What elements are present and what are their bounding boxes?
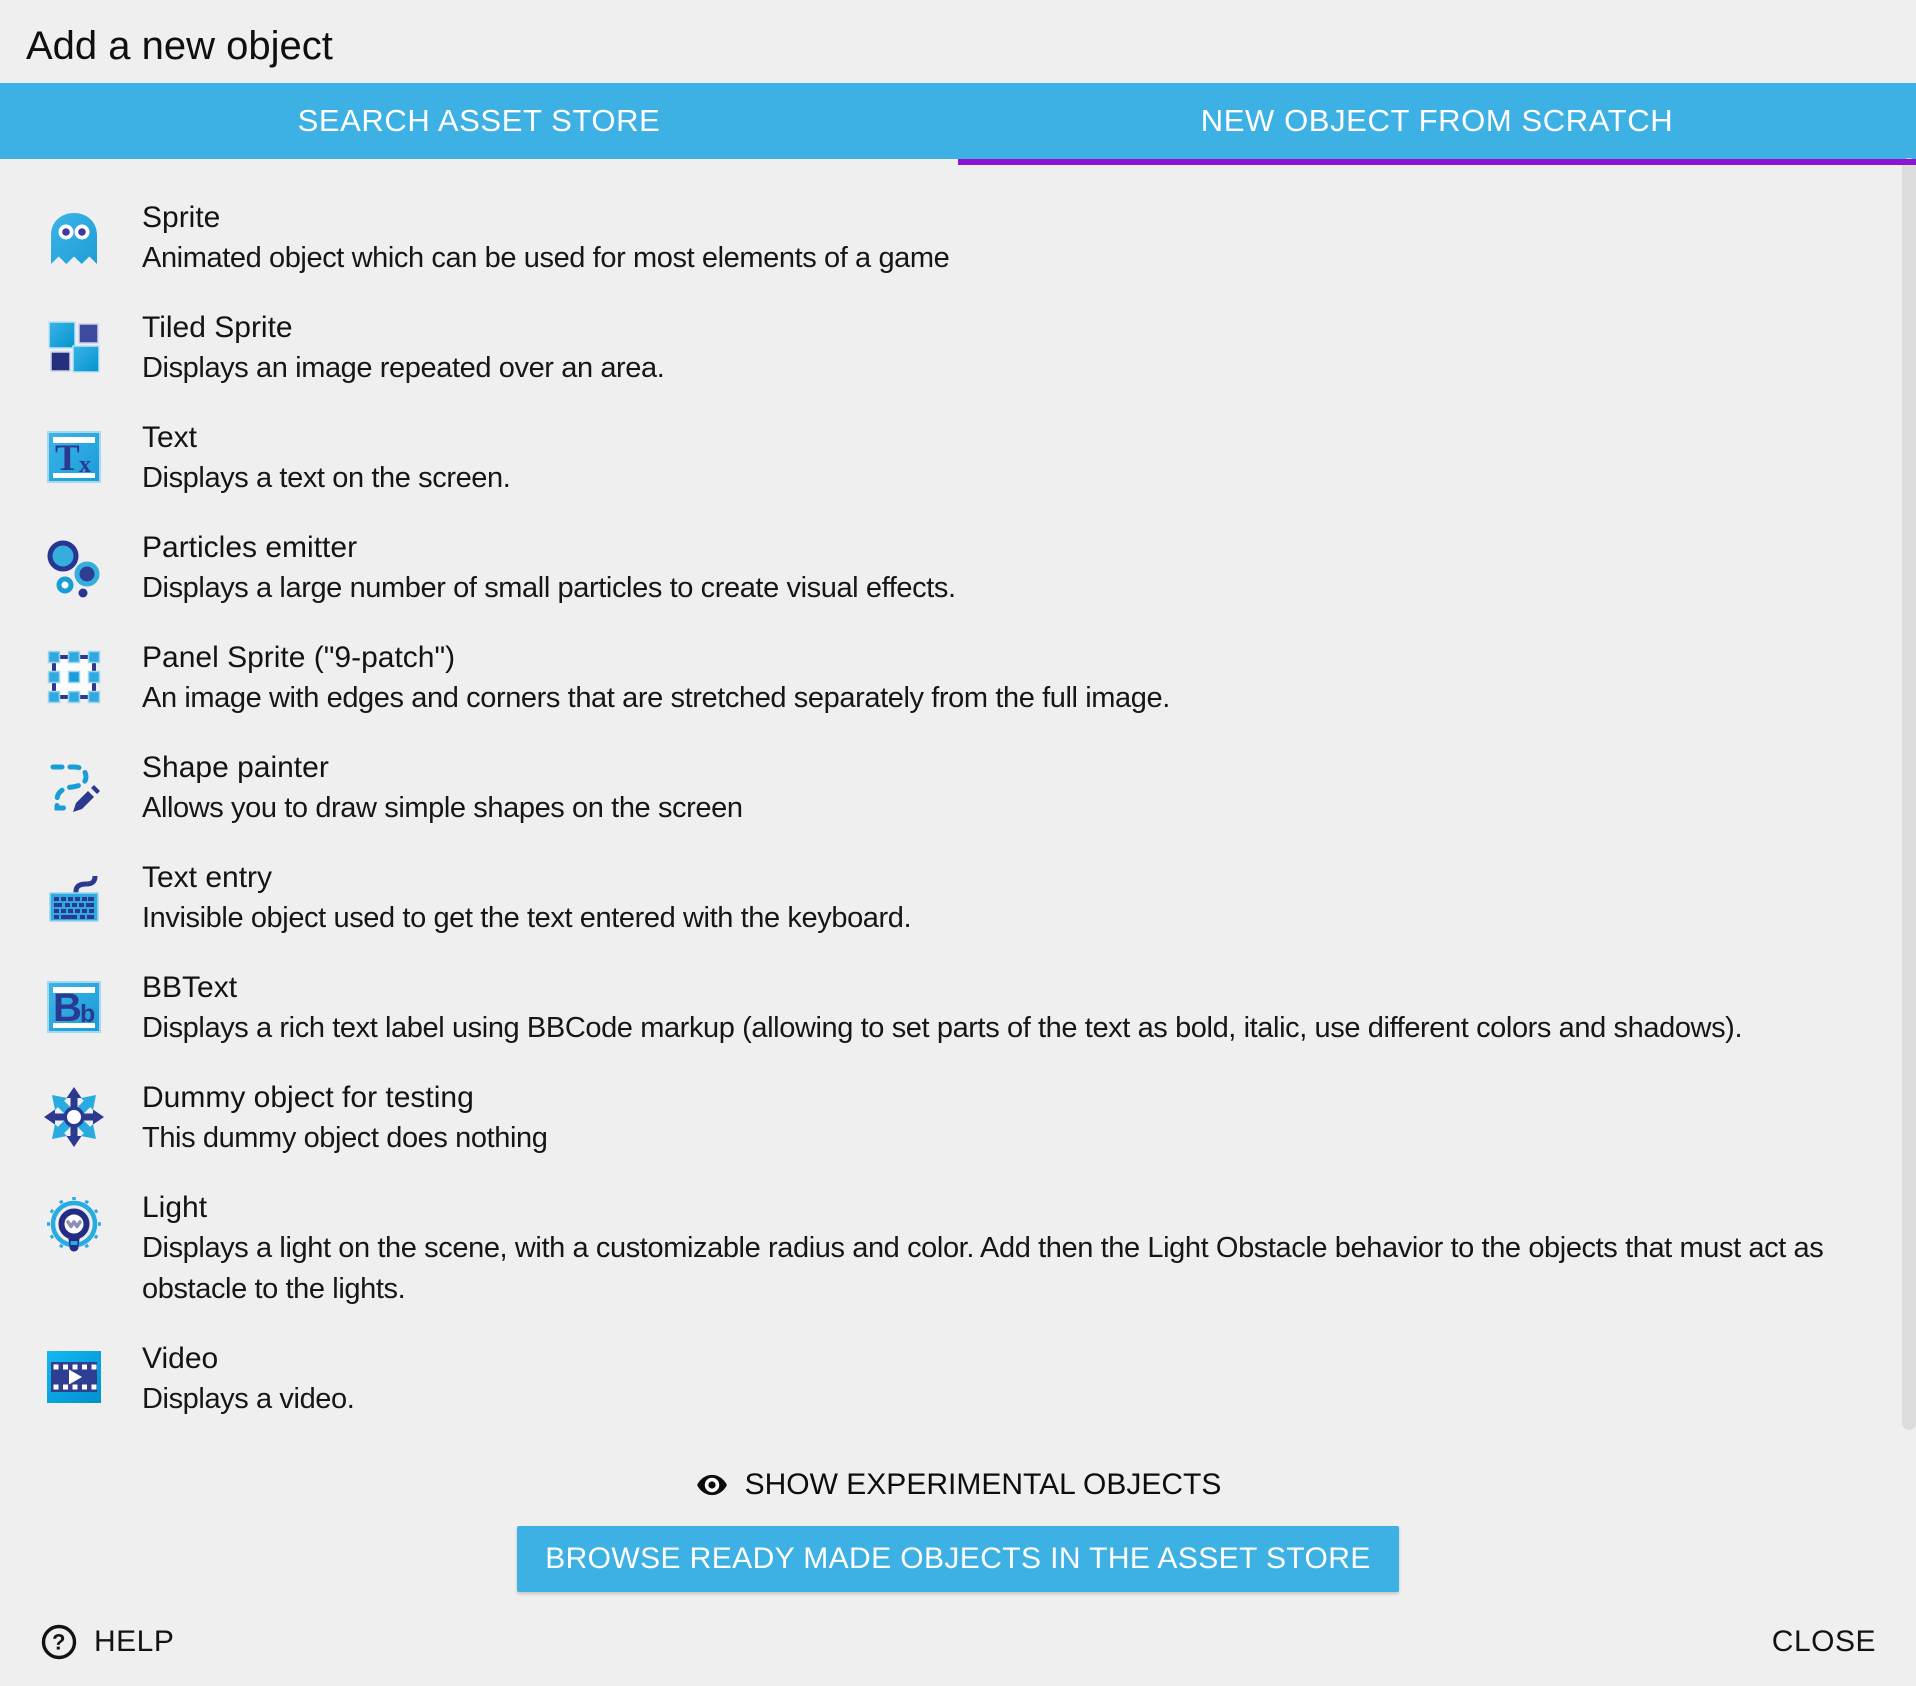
object-name: Text entry — [142, 861, 273, 894]
text-entry-icon — [42, 865, 106, 929]
tab-new-object-from-scratch[interactable]: NEW OBJECT FROM SCRATCH — [1200, 103, 1674, 138]
object-name: Tiled Sprite — [142, 311, 293, 344]
object-description: This dummy object does nothing — [142, 1122, 548, 1154]
svg-text:T: T — [55, 438, 80, 479]
show-experimental-objects-button[interactable] — [0, 1468, 1916, 1502]
object-description: Displays a text on the screen. — [142, 462, 511, 494]
dialog-title: Add a new object — [26, 24, 333, 68]
text-object-icon — [42, 425, 106, 489]
object-name: Video — [142, 1342, 219, 1375]
object-description: Allows you to draw simple shapes on the screen — [142, 792, 743, 824]
eye-icon — [695, 1468, 729, 1502]
svg-text:x: x — [79, 452, 91, 478]
svg-text:B: B — [53, 986, 82, 1030]
ghost-sprite-icon — [42, 205, 106, 269]
object-list-item[interactable] — [0, 183, 1916, 293]
shape-painter-icon — [42, 755, 106, 819]
browse-asset-store-button[interactable]: BROWSE READY MADE OBJECTS IN THE ASSET STORE — [517, 1526, 1399, 1592]
object-list-item[interactable] — [0, 953, 1916, 1063]
object-name: Sprite — [142, 201, 221, 234]
particles-emitter-icon — [42, 535, 106, 599]
object-description: Displays a rich text label using BBCode markup (allowing to set parts of the text as bold, italic, use different colors and shadows). — [142, 1012, 1743, 1044]
object-list-item[interactable] — [0, 403, 1916, 513]
svg-text:?: ? — [52, 1629, 66, 1655]
object-list-item[interactable] — [0, 1173, 1916, 1324]
object-description: Invisible object used to get the text entered with the keyboard. — [142, 902, 912, 934]
object-name: Particles emitter — [142, 531, 358, 564]
help-button[interactable] — [40, 1623, 174, 1661]
active-tab-indicator — [958, 159, 1916, 165]
object-name: Dummy object for testing — [142, 1081, 474, 1114]
object-list-item[interactable] — [0, 1063, 1916, 1173]
bbtext-icon — [42, 975, 106, 1039]
dialog-footer — [0, 1598, 1916, 1686]
object-description: Displays a large number of small particles to create visual effects. — [142, 572, 956, 604]
tab-bar — [0, 83, 1916, 159]
object-list-item[interactable] — [0, 623, 1916, 733]
object-description: Displays an image repeated over an area. — [142, 352, 665, 384]
object-list-item[interactable] — [0, 843, 1916, 953]
object-name: Shape painter — [142, 751, 329, 784]
object-description: Displays a light on the scene, with a customizable radius and color. Add then the Light Obstacle behavior to the objects that must act as obstacle to the lights. — [142, 1232, 1824, 1305]
object-name: Text — [142, 421, 198, 454]
object-description: An image with edges and corners that are stretched separately from the full image. — [142, 682, 1170, 714]
vertical-scrollbar-thumb[interactable] — [1902, 158, 1916, 1430]
object-name: Panel Sprite ("9-patch") — [142, 641, 456, 674]
object-description: Animated object which can be used for most elements of a game — [142, 242, 950, 274]
object-list-item[interactable] — [0, 293, 1916, 403]
light-icon — [42, 1195, 106, 1259]
video-icon — [42, 1346, 106, 1410]
object-list-item[interactable] — [0, 1324, 1916, 1434]
show-experimental-objects-label: SHOW EXPERIMENTAL OBJECTS — [744, 1468, 1222, 1501]
object-name: BBText — [142, 971, 238, 1004]
help-label: HELP — [94, 1625, 175, 1658]
svg-text:b: b — [80, 1000, 96, 1028]
object-list-item[interactable] — [0, 733, 1916, 843]
object-list-item[interactable] — [0, 513, 1916, 623]
close-button[interactable]: CLOSE — [1771, 1625, 1876, 1658]
panel-sprite-icon — [42, 645, 106, 709]
tab-search-asset-store[interactable]: SEARCH ASSET STORE — [297, 103, 661, 138]
dummy-object-icon — [42, 1085, 106, 1149]
object-description: Displays a video. — [142, 1383, 355, 1415]
object-type-list — [0, 159, 1916, 1434]
object-name: Light — [142, 1191, 208, 1224]
tiled-sprite-icon — [42, 315, 106, 379]
help-circle-icon — [40, 1623, 78, 1661]
